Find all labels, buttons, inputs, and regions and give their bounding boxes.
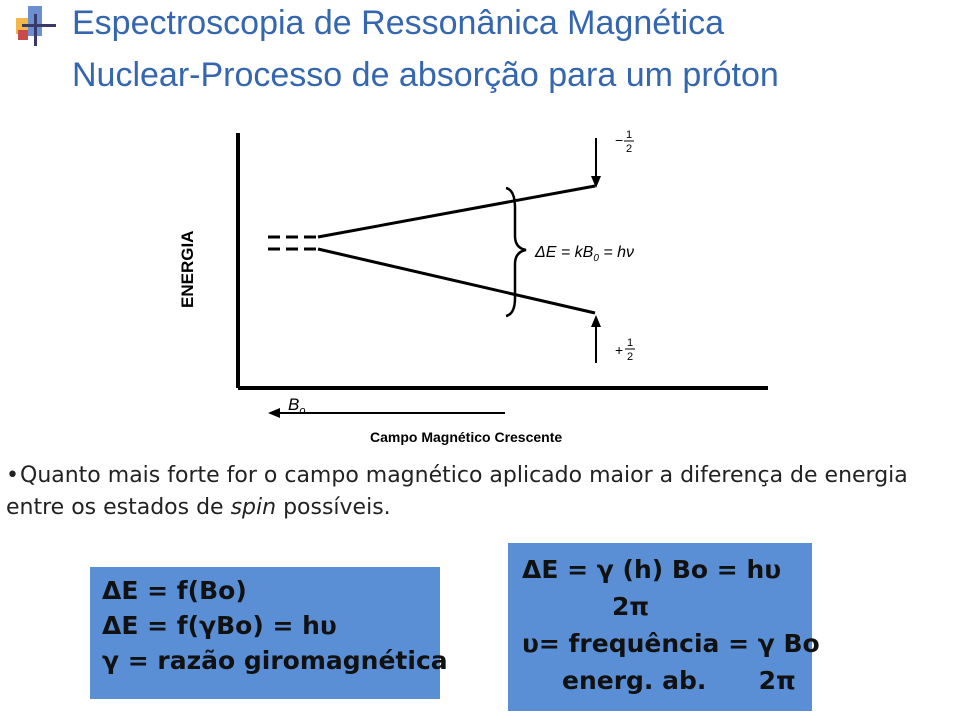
bullet-paragraph xyxy=(6,460,956,524)
formula-left-line3: γ = razão giromagnética xyxy=(102,646,448,675)
top-spin-sign: − xyxy=(615,132,624,148)
delta-e-equation: $\Delta E = kB_0 = h\nu$ xyxy=(535,244,635,264)
top-spin-num: 1 xyxy=(626,129,633,141)
page-title-line1: Espectroscopia de Ressonânica Magnética xyxy=(72,4,725,42)
formula-right-line4: energ. ab. 2π xyxy=(562,666,796,695)
logo-icon xyxy=(14,4,56,46)
bottom-spin-sign: + xyxy=(615,342,624,358)
formula-left-line1: ΔE = f(Bo) xyxy=(102,576,247,605)
energy-diagram xyxy=(160,118,800,458)
bullet-dot: • xyxy=(6,463,19,488)
bottom-spin-den: 2 xyxy=(627,351,634,363)
top-spin-den: 2 xyxy=(626,143,633,155)
bo-arrow-head xyxy=(268,408,280,418)
x-axis-label: Campo Magnético Crescente xyxy=(370,429,563,445)
bullet-text-part1: Quanto mais forte for o campo magnético aplicado maior a diferença de energia entre os estados de xyxy=(6,463,908,520)
upper-level-line xyxy=(318,186,595,237)
up-arrow-head xyxy=(591,315,601,327)
formula-left-line2: ΔE = f(γBo) = hυ xyxy=(102,611,337,640)
page-title-line2: Nuclear-Processo de absorção para um próton xyxy=(72,56,779,94)
y-axis-label: ENERGIA xyxy=(178,230,197,308)
bottom-spin-num: 1 xyxy=(627,337,634,349)
bo-label: $B_o$ xyxy=(288,395,306,417)
formula-right-line3: υ= frequência = γ Bo xyxy=(522,629,820,658)
bullet-text-italic: spin xyxy=(230,495,277,520)
formula-right-line2: 2π xyxy=(612,592,650,621)
formula-box-left xyxy=(90,567,448,699)
bullet-text-part2: possíveis. xyxy=(276,495,391,520)
formula-right-line1: ΔE = γ (h) Bo = hυ xyxy=(522,555,782,584)
formula-box-right xyxy=(508,543,820,711)
